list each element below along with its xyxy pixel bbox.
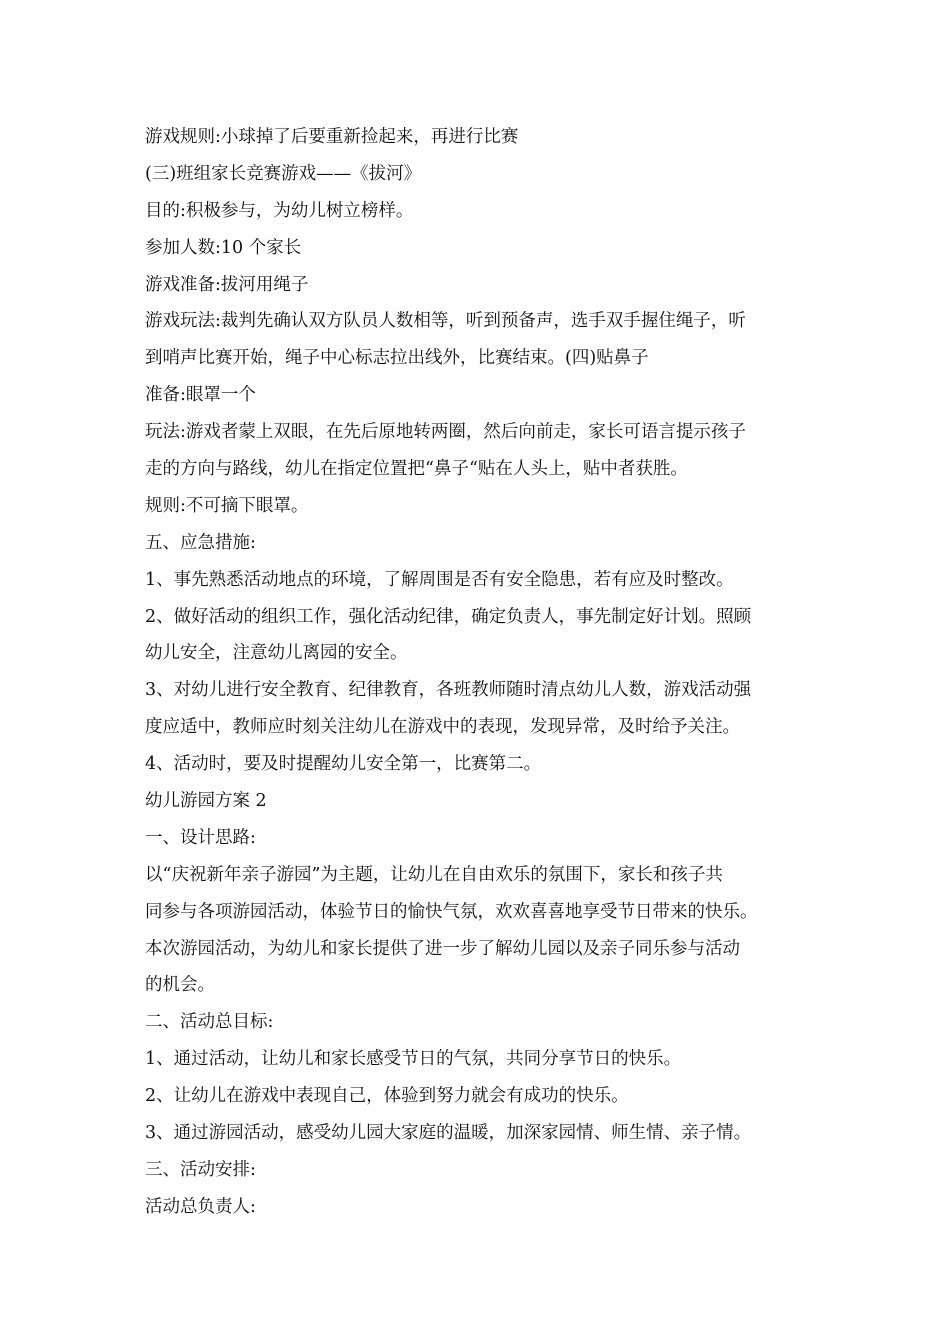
text-line: 游戏玩法:裁判先确认双方队员人数相等，听到预备声，选手双手握住绳子，听: [145, 311, 746, 332]
list-item: 2、让幼儿在游戏中表现自己，体验到努力就会有成功的快乐。: [145, 1086, 629, 1107]
text-line: 游戏准备:拔河用绳子: [145, 274, 309, 295]
section-heading: 五、应急措施:: [145, 532, 256, 553]
text-line: 本次游园活动，为幼儿和家长提供了进一步了解幼儿园以及亲子同乐参与活动: [145, 938, 740, 959]
text-line: 以“庆祝新年亲子游园”为主题，让幼儿在自由欢乐的氛围下，家长和孩子共: [145, 864, 723, 885]
document-subtitle: 幼儿游园方案 2: [145, 791, 267, 812]
text-line: 幼儿安全，注意幼儿离园的安全。: [145, 643, 408, 664]
text-line: 游戏规则:小球掉了后要重新捡起来，再进行比赛: [145, 127, 519, 147]
section-heading: (三)班组家长竞赛游戏——《拔河》: [145, 163, 422, 184]
text-line: 同参与各项游园活动，体验节日的愉快气氛，欢欢喜喜地享受节日带来的快乐。: [145, 901, 758, 922]
text-line: 度应适中，教师应时刻关注幼儿在游戏中的表现，发现异常，及时给予关注。: [145, 717, 740, 738]
text-line: 到哨声比赛开始，绳子中心标志拉出线外，比赛结束。(四)贴鼻子: [145, 348, 649, 369]
section-heading: 二、活动总目标:: [145, 1012, 274, 1033]
list-item: 3、通过游园活动，感受幼儿园大家庭的温暖，加深家园情、师生情、亲子情。: [145, 1123, 752, 1144]
list-item: 1、通过活动，让幼儿和家长感受节日的气氛，共同分享节日的快乐。: [145, 1049, 682, 1070]
document-body: [145, 119, 815, 1226]
list-item: 4、活动时，要及时提醒幼儿安全第一，比赛第二。: [145, 754, 542, 775]
section-heading: 三、活动安排:: [145, 1159, 256, 1180]
text-line: 活动总负责人:: [145, 1196, 256, 1217]
section-heading: 一、设计思路:: [145, 827, 256, 848]
text-line: 走的方向与路线，幼儿在指定位置把“鼻子“贴在人头上，贴中者获胜。: [145, 459, 688, 480]
text-line: 的机会。: [145, 975, 215, 996]
text-line: 目的:积极参与，为幼儿树立榜样。: [145, 200, 414, 221]
list-item: 2、做好活动的组织工作，强化活动纪律，确定负责人，事先制定好计划。照顾: [145, 606, 752, 627]
text-line: 玩法:游戏者蒙上双眼，在先后原地转两圈，然后向前走，家长可语言提示孩子: [145, 422, 746, 443]
text-line: 参加人数:10 个家长: [145, 237, 302, 258]
text-line: 规则:不可摘下眼罩。: [145, 495, 309, 516]
list-item: 1、事先熟悉活动地点的环境，了解周围是否有安全隐患，若有应及时整改。: [145, 569, 734, 590]
text-line: 准备:眼罩一个: [145, 385, 256, 406]
list-item: 3、对幼儿进行安全教育、纪律教育，各班教师随时清点幼儿人数，游戏活动强: [145, 680, 752, 701]
